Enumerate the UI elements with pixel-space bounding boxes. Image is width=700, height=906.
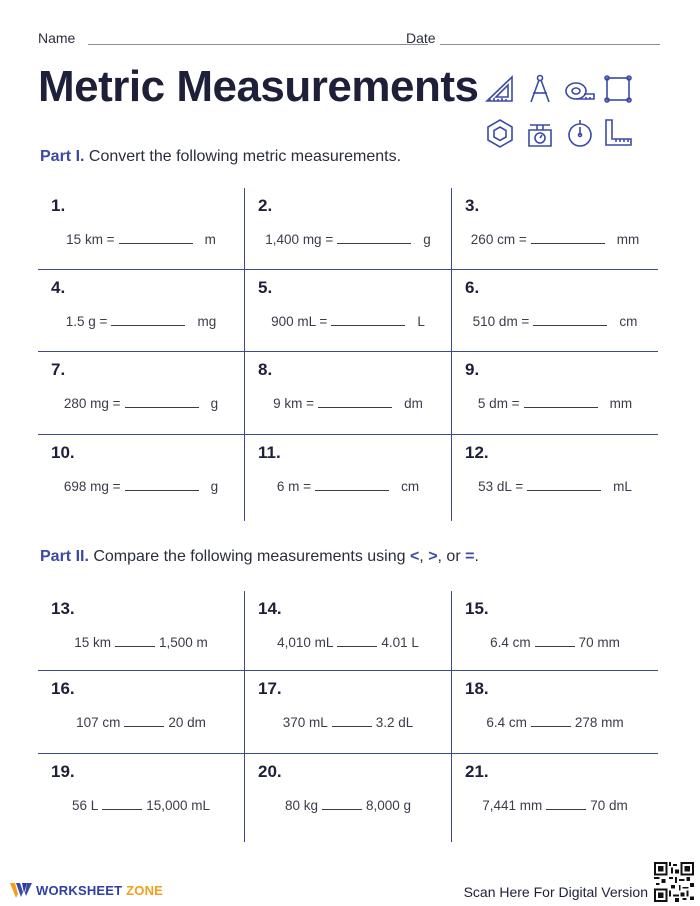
equals-symbol: = <box>465 548 475 565</box>
problem-expression <box>245 396 451 411</box>
greater-than-symbol: > <box>428 548 438 565</box>
date-label: Date <box>406 30 436 46</box>
problem-expression <box>245 314 451 329</box>
comparison-right: 20 dm <box>168 715 206 730</box>
comparison-problem <box>38 754 244 837</box>
conversion-problem <box>38 435 244 518</box>
problem-given: 698 mg = <box>63 479 121 494</box>
answer-blank[interactable] <box>102 809 142 810</box>
square-frame-icon <box>602 73 634 105</box>
comparison-problem <box>452 754 658 837</box>
problem-number: 2. <box>258 196 273 215</box>
problem-number: 6. <box>465 278 480 297</box>
comparison-problem <box>245 591 451 674</box>
problem-expression <box>245 715 451 730</box>
comparison-right: 15,000 mL <box>146 798 211 813</box>
conversion-problem <box>245 270 451 353</box>
brand-name <box>36 883 163 898</box>
comparison-problem <box>38 591 244 674</box>
part2-instruction: Compare the following measurements using <box>88 548 410 565</box>
conversion-problem <box>38 270 244 353</box>
conversion-problem <box>38 352 244 435</box>
conversion-problem <box>245 435 451 518</box>
target-unit: L <box>417 314 425 329</box>
problem-expression <box>452 715 658 730</box>
conversion-problem <box>245 352 451 435</box>
problem-given: 1,400 mg = <box>265 232 334 247</box>
part2-label: Part II. <box>40 548 89 565</box>
part1-instruction: Convert the following metric measurements. <box>84 148 402 165</box>
name-field[interactable] <box>88 44 428 45</box>
problem-expression <box>245 232 451 247</box>
answer-blank[interactable] <box>318 407 392 408</box>
weighing-scale-icon <box>524 117 556 149</box>
answer-blank[interactable] <box>531 243 605 244</box>
date-field[interactable] <box>440 44 660 45</box>
problem-number: 1. <box>51 196 66 215</box>
answer-blank[interactable] <box>546 809 586 810</box>
comparison-problem <box>38 671 244 754</box>
problem-number: 7. <box>51 360 66 379</box>
brand-name-part1: WORKSHEET <box>36 882 123 898</box>
answer-blank[interactable] <box>124 726 164 727</box>
compass-icon <box>524 73 556 105</box>
protractor-circle-icon <box>564 117 596 149</box>
comparison-left: 56 L <box>71 798 99 813</box>
comparison-right: 278 mm <box>574 715 624 730</box>
answer-blank[interactable] <box>115 646 155 647</box>
target-unit: mL <box>613 479 632 494</box>
problem-number: 12. <box>465 443 489 462</box>
comparison-left: 6.4 cm <box>486 715 527 730</box>
problem-given: 9 km = <box>273 396 315 411</box>
problem-number: 18. <box>465 679 489 698</box>
ruler-angle-icon <box>602 117 634 149</box>
comparison-left: 6.4 cm <box>490 635 531 650</box>
problem-given: 1.5 g = <box>65 314 108 329</box>
measurement-icons <box>484 73 640 153</box>
problem-number: 8. <box>258 360 273 379</box>
answer-blank[interactable] <box>315 490 389 491</box>
problem-given: 6 m = <box>276 479 312 494</box>
name-label: Name <box>38 30 76 46</box>
problem-expression <box>245 479 451 494</box>
problem-number: 11. <box>258 443 281 462</box>
target-unit: cm <box>619 314 638 329</box>
problem-number: 5. <box>258 278 273 297</box>
brand-logo[interactable] <box>10 878 163 902</box>
problem-expression <box>38 314 244 329</box>
comparison-left: 4,010 mL <box>277 635 334 650</box>
period: . <box>474 548 479 565</box>
problem-given: 280 mg = <box>63 396 121 411</box>
problem-number: 9. <box>465 360 480 379</box>
conversion-problem <box>38 188 244 271</box>
target-unit: g <box>210 479 219 494</box>
problem-number: 10. <box>51 443 75 462</box>
target-unit: m <box>204 232 216 247</box>
problem-number: 14. <box>258 599 282 618</box>
problem-expression <box>38 232 244 247</box>
comparison-right: 70 dm <box>590 798 628 813</box>
scan-caption: Scan Here For Digital Version <box>463 884 648 900</box>
comparison-right: 4.01 L <box>381 635 419 650</box>
target-unit: mm <box>609 396 633 411</box>
answer-blank[interactable] <box>322 809 362 810</box>
conversion-problem <box>245 188 451 271</box>
answer-blank[interactable] <box>332 726 372 727</box>
separator: , or <box>437 548 466 565</box>
problem-number: 4. <box>51 278 66 297</box>
comparison-problem <box>452 591 658 674</box>
comparison-right: 1,500 m <box>158 635 208 650</box>
problem-number: 21. <box>465 762 489 781</box>
comparison-right: 70 mm <box>578 635 620 650</box>
part2-heading <box>40 548 479 566</box>
problem-expression <box>452 479 658 494</box>
problem-number: 15. <box>465 599 489 618</box>
problem-number: 3. <box>465 196 480 215</box>
problem-given: 260 cm = <box>470 232 527 247</box>
conversion-problem <box>452 435 658 518</box>
worksheet-zone-logo-icon <box>10 881 32 899</box>
comparison-left: 15 km <box>74 635 111 650</box>
comparison-right: 8,000 g <box>365 798 412 813</box>
conversion-problem <box>452 270 658 353</box>
tape-measure-icon <box>564 75 596 107</box>
target-unit: cm <box>401 479 420 494</box>
problem-expression <box>245 798 451 813</box>
problem-expression <box>38 479 244 494</box>
brand-name-part2: ZONE <box>122 882 164 898</box>
answer-blank[interactable] <box>531 726 571 727</box>
comparison-left: 107 cm <box>76 715 121 730</box>
problem-number: 17. <box>258 679 282 698</box>
conversion-problem <box>452 352 658 435</box>
part2-grid <box>38 591 658 842</box>
comparison-problem <box>245 671 451 754</box>
problem-given: 5 dm = <box>477 396 520 411</box>
target-unit: mg <box>197 314 217 329</box>
problem-expression <box>452 232 658 247</box>
comparison-problem <box>452 671 658 754</box>
answer-blank[interactable] <box>533 325 607 326</box>
problem-expression <box>38 635 244 650</box>
qr-code-icon[interactable] <box>654 862 694 902</box>
answer-blank[interactable] <box>111 325 185 326</box>
answer-blank[interactable] <box>337 243 411 244</box>
answer-blank[interactable] <box>119 243 193 244</box>
answer-blank[interactable] <box>125 407 199 408</box>
problem-expression <box>245 635 451 650</box>
target-unit: g <box>423 232 431 247</box>
answer-blank[interactable] <box>337 646 377 647</box>
problem-expression <box>452 396 658 411</box>
answer-blank[interactable] <box>524 407 598 408</box>
problem-expression <box>38 715 244 730</box>
problem-expression <box>452 314 658 329</box>
part1-heading <box>40 148 401 166</box>
conversion-problem <box>452 188 658 271</box>
page-title: Metric Measurements <box>38 62 479 111</box>
answer-blank[interactable] <box>331 325 405 326</box>
problem-given: 510 dm = <box>472 314 530 329</box>
problem-given: 900 mL = <box>271 314 328 329</box>
header-row <box>38 30 660 50</box>
set-square-icon <box>484 73 516 105</box>
answer-blank[interactable] <box>125 490 199 491</box>
problem-number: 16. <box>51 679 75 698</box>
less-than-symbol: < <box>409 548 420 565</box>
separator: , <box>419 548 429 565</box>
problem-given: 15 km = <box>66 232 115 247</box>
problem-expression <box>452 635 658 650</box>
target-unit: dm <box>404 396 423 411</box>
part1-label: Part I. <box>40 148 85 165</box>
problem-given: 53 dL = <box>478 479 524 494</box>
comparison-problem <box>245 754 451 837</box>
part1-grid <box>38 188 658 521</box>
comparison-left: 370 mL <box>282 715 328 730</box>
target-unit: g <box>210 396 219 411</box>
problem-expression <box>452 798 658 813</box>
problem-number: 13. <box>51 599 75 618</box>
answer-blank[interactable] <box>527 490 601 491</box>
comparison-right: 3.2 dL <box>375 715 414 730</box>
problem-number: 20. <box>258 762 282 781</box>
comparison-left: 80 kg <box>284 798 318 813</box>
problem-expression <box>38 798 244 813</box>
comparison-left: 7,441 mm <box>482 798 543 813</box>
footer <box>0 856 700 906</box>
problem-number: 19. <box>51 762 75 781</box>
answer-blank[interactable] <box>535 646 575 647</box>
hexagon-cube-icon <box>484 117 516 149</box>
target-unit: mm <box>616 232 640 247</box>
problem-expression <box>38 396 244 411</box>
